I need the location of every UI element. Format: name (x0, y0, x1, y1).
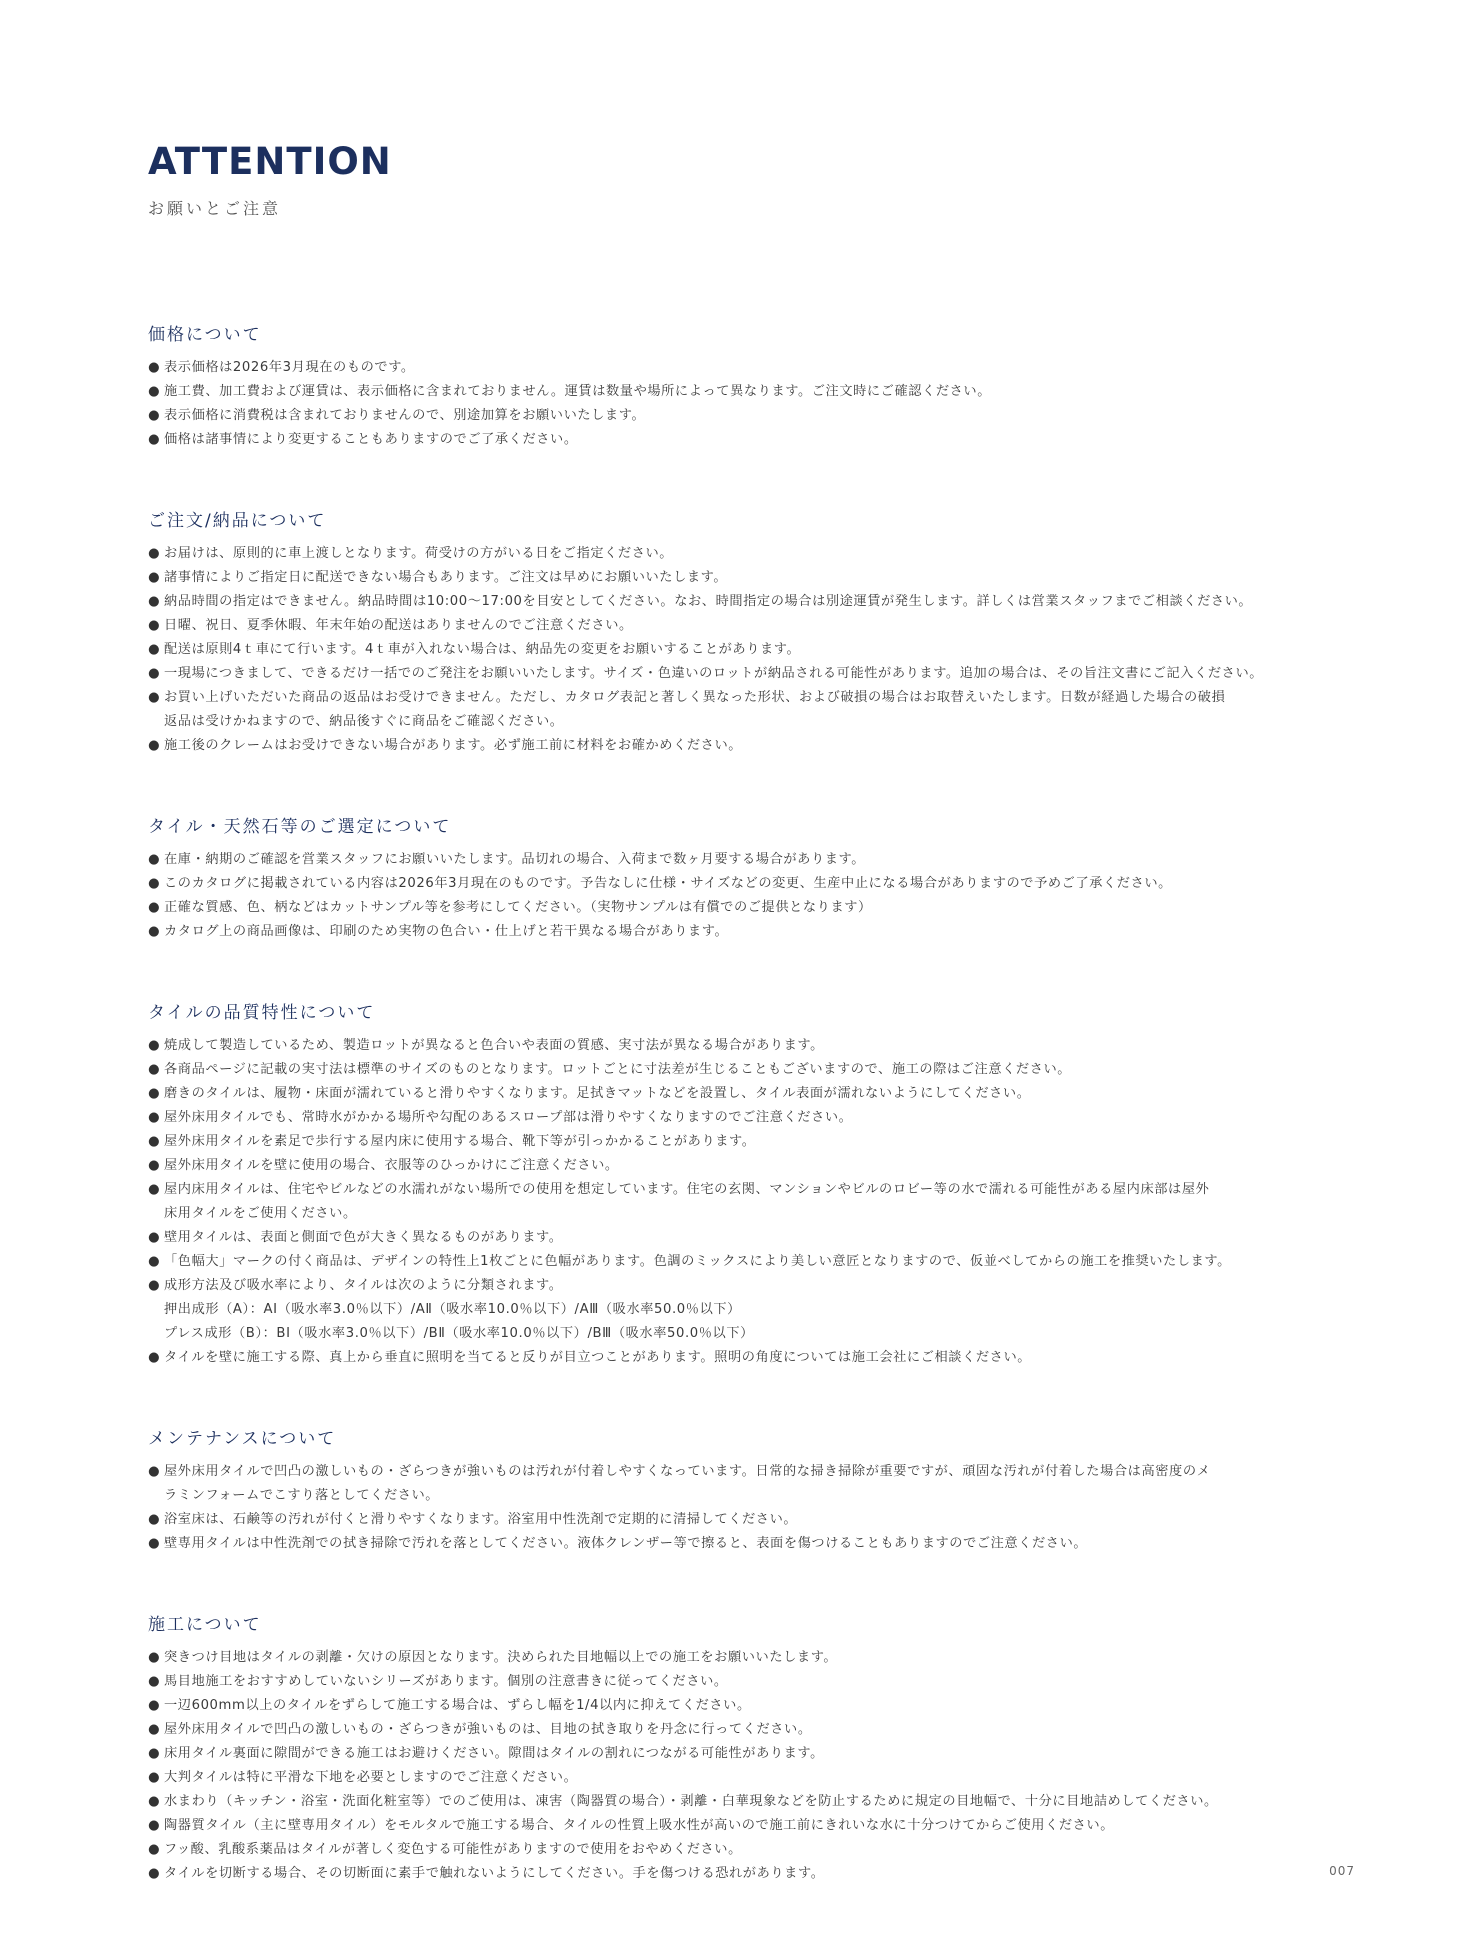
notice-item (148, 1790, 1328, 1814)
bullet-icon: ● (148, 876, 161, 891)
notice-text: 大判タイルは特に平滑な下地を必要としますのでご注意ください。 (164, 1770, 578, 1785)
notice-item (148, 1694, 1328, 1718)
notice-list (148, 1460, 1328, 1556)
notice-item (148, 1274, 1328, 1346)
notice-text: フッ酸、乳酸系薬品はタイルが著しく変色する可能性がありますので使用をおやめください。 (164, 1842, 742, 1857)
notice-text: 床用タイル裏面に隙間ができる施工はお避けください。隙間はタイルの割れにつながる可能性があります。 (164, 1746, 824, 1761)
notice-text: 表示価格は2026年3月現在のものです。 (164, 360, 415, 375)
section-heading: タイル・天然石等のご選定について (148, 817, 452, 837)
bullet-icon: ● (148, 642, 161, 657)
notice-item (148, 1154, 1328, 1178)
notice-section (148, 1612, 1328, 1886)
notice-item (148, 404, 1328, 428)
notice-item (148, 1718, 1328, 1742)
notice-item (148, 590, 1328, 614)
bullet-icon: ● (148, 852, 161, 867)
bullet-icon: ● (148, 1746, 161, 1761)
notice-item (148, 1766, 1328, 1790)
notice-text: 屋外床用タイルを素足で歩行する屋内床に使用する場合、靴下等が引っかかることがあります。 (164, 1134, 756, 1149)
notice-text: 成形方法及び吸水率により、タイルは次のように分類されます。 (164, 1278, 563, 1293)
notice-list (148, 1034, 1328, 1370)
notice-item (148, 1250, 1328, 1274)
notice-item (148, 1058, 1328, 1082)
notice-item (148, 1814, 1328, 1838)
notice-text: 施工費、加工費および運賃は、表示価格に含まれておりません。運賃は数量や場所によって異なります。ご注文時にご確認ください。 (164, 384, 991, 399)
notice-item (148, 1082, 1328, 1106)
notice-item (148, 920, 1328, 944)
notice-text: 一現場につきまして、できるだけ一括でのご発注をお願いいたします。サイズ・色違いのロットが納品される可能性があります。追加の場合は、その旨注文書にご記入ください。 (164, 666, 1264, 681)
notice-text: 馬目地施工をおすすめしていないシリーズがあります。個別の注意書きに従ってください。 (164, 1674, 728, 1689)
notice-text: 一辺600mm以上のタイルをずらして施工する場合は、ずらし幅を1/4以内に抑えてください。 (164, 1698, 751, 1713)
notice-item (148, 1034, 1328, 1058)
notice-item (148, 638, 1328, 662)
bullet-icon: ● (148, 666, 161, 681)
section-heading: 施工について (148, 1615, 262, 1635)
notice-text: タイルを壁に施工する際、真上から垂直に照明を当てると反りが目立つことがあります。照明の角度については施工会社にご相談ください。 (164, 1350, 1032, 1365)
page-subtitle: お願いとご注意 (148, 199, 282, 218)
notice-item (148, 1532, 1328, 1556)
section-heading: メンテナンスについて (148, 1429, 337, 1449)
notice-item (148, 1862, 1328, 1886)
notice-item (148, 566, 1328, 590)
notice-text: 水まわり（キッチン・浴室・洗面化粧室等）でのご使用は、凍害（陶器質の場合）・剥離・白華現象などを防止するために規定の目地幅で、十分に目地詰めしてください。 (164, 1794, 1218, 1809)
notice-text: 在庫・納期のご確認を営業スタッフにお願いいたします。品切れの場合、入荷まで数ヶ月要する場合があります。 (164, 852, 866, 867)
notice-text-continued: 床用タイルをご使用ください。 (164, 1206, 357, 1221)
bullet-icon: ● (148, 1254, 161, 1269)
notice-text: 価格は諸事情により変更することもありますのでご了承ください。 (164, 432, 578, 447)
notice-item (148, 662, 1328, 686)
notice-section (148, 814, 1328, 944)
notice-item (148, 1508, 1328, 1532)
bullet-icon: ● (148, 1512, 161, 1527)
notice-text: 「色幅大」マークの付く商品は、デザインの特性上1枚ごとに色幅があります。色調のミックスにより美しい意匠となりますので、仮並べしてからの施工を推奨いたします。 (164, 1254, 1231, 1269)
notice-list (148, 1646, 1328, 1886)
notice-text: 屋外床用タイルを壁に使用の場合、衣服等のひっかけにご注意ください。 (164, 1158, 619, 1173)
notice-text: 磨きのタイルは、履物・床面が濡れていると滑りやすくなります。足拭きマットなどを設置し、タイル表面が濡れないようにしてください。 (164, 1086, 1031, 1101)
notice-item (148, 1346, 1328, 1370)
bullet-icon: ● (148, 1464, 161, 1479)
notice-item (148, 1838, 1328, 1862)
bullet-icon: ● (148, 1134, 161, 1149)
notice-item (148, 1130, 1328, 1154)
section-heading: ご注文/納品について (148, 511, 327, 531)
bullet-icon: ● (148, 360, 161, 375)
page-title: ATTENTION (148, 140, 392, 183)
notice-item (148, 614, 1328, 638)
notice-text: お届けは、原則的に車上渡しとなります。荷受けの方がいる日をご指定ください。 (164, 546, 674, 561)
notice-item (148, 1226, 1328, 1250)
bullet-icon: ● (148, 1038, 161, 1053)
attention-page (148, 138, 1328, 1942)
notice-text: 表示価格に消費税は含まれておりませんので、別途加算をお願いいたします。 (164, 408, 646, 423)
notice-text: カタログ上の商品画像は、印刷のため実物の色合い・仕上げと若干異なる場合があります。 (164, 924, 729, 939)
bullet-icon: ● (148, 594, 161, 609)
bullet-icon: ● (148, 546, 161, 561)
notice-text-continued: プレス成形（B）：BⅠ（吸水率3.0％以下）/BⅡ（吸水率10.0％以下）/BⅢ（吸水率50.0％以下） (164, 1326, 754, 1341)
bullet-icon: ● (148, 1866, 161, 1881)
notice-item (148, 896, 1328, 920)
notice-text: 配送は原則4ｔ車にて行います。4ｔ車が入れない場合は、納品先の変更をお願いすることがあります。 (164, 642, 801, 657)
bullet-icon: ● (148, 1770, 161, 1785)
notice-text: 焼成して製造しているため、製造ロットが異なると色合いや表面の質感、実寸法が異なる場合があります。 (164, 1038, 824, 1053)
notice-section (148, 1426, 1328, 1556)
bullet-icon: ● (148, 1722, 161, 1737)
bullet-icon: ● (148, 1158, 161, 1173)
notice-list (148, 848, 1328, 944)
notice-text-continued: 押出成形（A）：AⅠ（吸水率3.0％以下）/AⅡ（吸水率10.0％以下）/AⅢ（吸水率50.0％以下） (164, 1302, 741, 1317)
notice-text: 壁専用タイルは中性洗剤での拭き掃除で汚れを落としてください。液体クレンザー等で擦ると、表面を傷つけることもありますのでご注意ください。 (164, 1536, 1088, 1551)
bullet-icon: ● (148, 384, 161, 399)
notice-section (148, 322, 1328, 452)
notice-section (148, 508, 1328, 758)
bullet-icon: ● (148, 618, 161, 633)
notice-text: 屋内床用タイルは、住宅やビルなどの水濡れがない場所での使用を想定しています。住宅の玄関、マンションやビルのロビー等の水で濡れる可能性がある屋内床部は屋外 (164, 1182, 1210, 1197)
notice-text: 施工後のクレームはお受けできない場合があります。必ず施工前に材料をお確かめください。 (164, 738, 743, 753)
bullet-icon: ● (148, 1536, 161, 1551)
bullet-icon: ● (148, 1278, 161, 1293)
bullet-icon: ● (148, 1794, 161, 1809)
notice-text: 浴室床は、石鹸等の汚れが付くと滑りやすくなります。浴室用中性洗剤で定期的に清掃してください。 (164, 1512, 798, 1527)
bullet-icon: ● (148, 1818, 161, 1833)
notice-item (148, 686, 1328, 734)
notice-text: 納品時間の指定はできません。納品時間は10:00～17:00を目安としてください。なお、時間指定の場合は別途運賃が発生します。詳しくは営業スタッフまでご相談ください。 (164, 594, 1253, 609)
section-heading: 価格について (148, 325, 262, 345)
notice-text-continued: ラミンフォームでこすり落としてください。 (164, 1488, 440, 1503)
notice-item (148, 1178, 1328, 1226)
notice-text: 陶器質タイル（主に壁専用タイル）をモルタルで施工する場合、タイルの性質上吸水性が高いので施工前にきれいな水に十分つけてからご使用ください。 (164, 1818, 1115, 1833)
bullet-icon: ● (148, 1674, 161, 1689)
notice-sections (148, 322, 1328, 1886)
notice-item (148, 1670, 1328, 1694)
notice-item (148, 380, 1328, 404)
bullet-icon: ● (148, 408, 161, 423)
bullet-icon: ● (148, 1230, 161, 1245)
bullet-icon: ● (148, 432, 161, 447)
notice-item (148, 356, 1328, 380)
bullet-icon: ● (148, 1698, 161, 1713)
bullet-icon: ● (148, 1650, 161, 1665)
notice-item (148, 542, 1328, 566)
bullet-icon: ● (148, 690, 161, 705)
notice-item (148, 1646, 1328, 1670)
bullet-icon: ● (148, 738, 161, 753)
bullet-icon: ● (148, 1086, 161, 1101)
notice-section (148, 1000, 1328, 1370)
notice-item (148, 1742, 1328, 1766)
bullet-icon: ● (148, 924, 161, 939)
notice-item (148, 1106, 1328, 1130)
notice-list (148, 542, 1328, 758)
bullet-icon: ● (148, 570, 161, 585)
bullet-icon: ● (148, 900, 161, 915)
notice-text: 壁用タイルは、表面と側面で色が大きく異なるものがあります。 (164, 1230, 563, 1245)
notice-item (148, 872, 1328, 896)
notice-item (148, 428, 1328, 452)
bullet-icon: ● (148, 1110, 161, 1125)
notice-text-continued: 返品は受けかねますので、納品後すぐに商品をご確認ください。 (164, 714, 564, 729)
page-number: 007 (1329, 1864, 1355, 1878)
notice-text: 突きつけ目地はタイルの剥離・欠けの原因となります。決められた目地幅以上での施工をお願いいたします。 (164, 1650, 838, 1665)
notice-list (148, 356, 1328, 452)
notice-text: 日曜、祝日、夏季休暇、年末年始の配送はありませんのでご注意ください。 (164, 618, 633, 633)
notice-text: お買い上げいただいた商品の返品はお受けできません。ただし、カタログ表記と著しく異なった形状、および破損の場合はお取替えいたします。日数が経過した場合の破損 (164, 690, 1226, 705)
notice-text: 各商品ページに記載の実寸法は標準のサイズのものとなります。ロットごとに寸法差が生じることもございますので、施工の際はご注意ください。 (164, 1062, 1072, 1077)
notice-item (148, 734, 1328, 758)
notice-text: 屋外床用タイルで凹凸の激しいもの・ざらつきが強いものは汚れが付着しやすくなっています。日常的な掃き掃除が重要ですが、頑固な汚れが付着した場合は高密度のメ (164, 1464, 1211, 1479)
bullet-icon: ● (148, 1062, 161, 1077)
notice-text: 諸事情によりご指定日に配送できない場合もあります。ご注文は早めにお願いいたします。 (164, 570, 728, 585)
notice-item (148, 1460, 1328, 1508)
notice-text: タイルを切断する場合、その切断面に素手で触れないようにしてください。手を傷つける恐れがあります。 (164, 1866, 825, 1881)
section-heading: タイルの品質特性について (148, 1003, 376, 1023)
bullet-icon: ● (148, 1350, 161, 1365)
bullet-icon: ● (148, 1182, 161, 1197)
notice-text: 屋外床用タイルで凹凸の激しいもの・ざらつきが強いものは、目地の拭き取りを丹念に行ってください。 (164, 1722, 812, 1737)
notice-text: 屋外床用タイルでも、常時水がかかる場所や勾配のあるスロープ部は滑りやすくなりますのでご注意ください。 (164, 1110, 853, 1125)
notice-text: このカタログに掲載されている内容は2026年3月現在のものです。予告なしに仕様・サイズなどの変更、生産中止になる場合がありますので予めご了承ください。 (164, 876, 1172, 891)
notice-text: 正確な質感、色、柄などはカットサンプル等を参考にしてください。（実物サンプルは有償でのご提供となります） (164, 900, 872, 915)
bullet-icon: ● (148, 1842, 161, 1857)
notice-item (148, 848, 1328, 872)
